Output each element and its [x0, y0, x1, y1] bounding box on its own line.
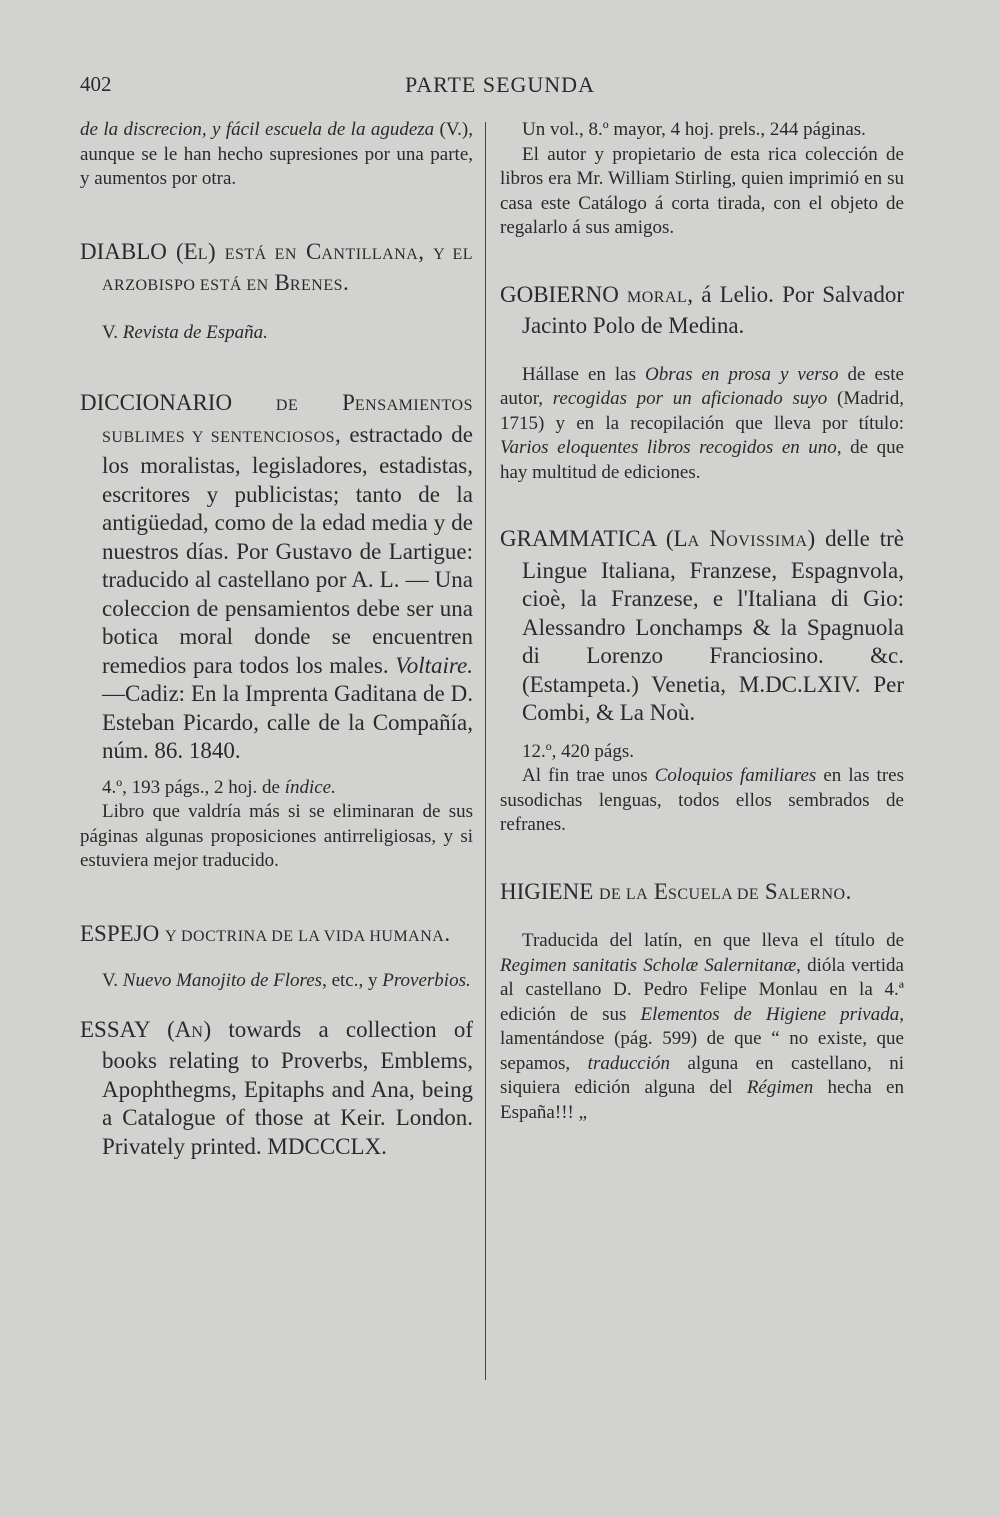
entry-heading: DICCIONARIO DE PENSAMIENTOS SUBLIMES Y SENTENCIOSOS, estractado de los moralistas, legisladores, estadistas, escritores y publicistas; tanto de la antigüedad, como de la edad media y de nuestros días. Por Gustavo de Lartigue: traducido al castellano por A. L. — Una coleccion de pensamientos debe ser una botica moral donde se encuentren remedios para todos los males. Voltaire.—Cadiz: En la Imprenta Gaditana de D. Esteban Picardo, calle de la Compañía, núm. 86. 1840. [80, 390, 473, 763]
entry-note: Libro que valdría más si se eliminaran de sus páginas algunas proposiciones antirreligiosas, y si estuviera mejor traducido. [80, 801, 473, 871]
entry-espejo [80, 920, 473, 994]
continued-entry-text [80, 118, 473, 192]
right-column [500, 118, 904, 1125]
physical-description: 12.º, 420 págs. [522, 740, 634, 762]
entry-heading: GOBIERNO MORAL, á Lelio. Por Salvador Jacinto Polo de Medina. [500, 281, 904, 338]
entry-gobierno [500, 281, 904, 486]
physical-description: Un vol., 8.º mayor, 4 hoj. prels., 244 páginas. [522, 119, 866, 140]
entry-text: (V.), aunque se le han hecho supresiones por una parte, y aumentos por otra. [80, 119, 473, 189]
entry-heading: HIGIENE DE LA ESCUELA DE SALERNO. [500, 878, 852, 904]
entry-note: El autor y propietario de esta rica colección de libros era Mr. William Stirling, quien imprimió en su casa este Catálogo á corta tirada, con el objeto de regalarlo á sus amigos. [500, 143, 904, 238]
entry-diablo [80, 238, 473, 346]
entry-note: Al fin trae unos Coloquios familiares en las tres susodichas lenguas, todos ellos sembrados de refranes. [500, 765, 904, 835]
entry-heading: DIABLO (EL) ESTÁ EN CANTILLANA, Y EL ARZOBISPO ESTÁ EN BRENES. [80, 238, 474, 295]
entry-heading: ESSAY (AN) towards a collection of books relating to Proverbs, Emblems, Apophthegms, Epitaphs and Ana, being a Catalogue of those at Keir. London. Privately printed. MDCCCLX. [80, 1016, 473, 1159]
entry-diccionario [80, 389, 473, 874]
page-header [80, 72, 920, 106]
entry-grammatica [500, 525, 904, 838]
left-column [80, 118, 473, 1161]
entry-heading: GRAMMATICA (LA NOVISSIMA) delle trè Lingue Italiana, Franzese, Espagnvola, cioè, la Franzese, e l'Italiana di Gio: Alessandro Lonchamps & la Spagnuola di Lorenzo Franciosino. &c. (Estampeta.) Venetia, M.DC.LXIV. Per Combi, & La Noù. [500, 526, 904, 725]
entry-note: Hállase en las Obras en prosa y verso de este autor, recogidas por un aficionado suyo (Madrid, 1715) y en la recopilación que lleva por título: Varios eloquentes libros recogidos en uno, de que hay multitud de ediciones. [500, 363, 905, 483]
column-divider [485, 122, 486, 1380]
italic-text: de la discrecion, y fácil escuela de la agudeza [80, 119, 435, 140]
physical-description: 4.º, 193 págs., 2 hoj. de índice. [102, 776, 336, 798]
entry-higiene [500, 878, 904, 1126]
cross-reference: V. Revista de España. [102, 321, 268, 343]
entry-note: Traducida del latín, en que lleva el título de Regimen sanitatis Scholæ Salernitanæ, dióla vertida al castellano D. Pedro Felipe Monlau en la 4.ª edición de sus Elementos de Higiene privada, lamentándose (pág. 599) de que “ no existe, que sepamos, traducción alguna en castellano, ni siquiera edición alguna del Régimen hecha en España!!! „ [500, 930, 904, 1123]
entry-essay [80, 1016, 473, 1162]
page-number: 402 [80, 72, 112, 96]
entry-heading: ESPEJO Y DOCTRINA DE LA VIDA HUMANA. [80, 920, 451, 946]
cross-reference: V. Nuevo Manojito de Flores, etc., y Proverbios. [102, 970, 471, 991]
running-title: PARTE SEGUNDA [405, 72, 595, 97]
entry-essay-continued [500, 118, 904, 241]
